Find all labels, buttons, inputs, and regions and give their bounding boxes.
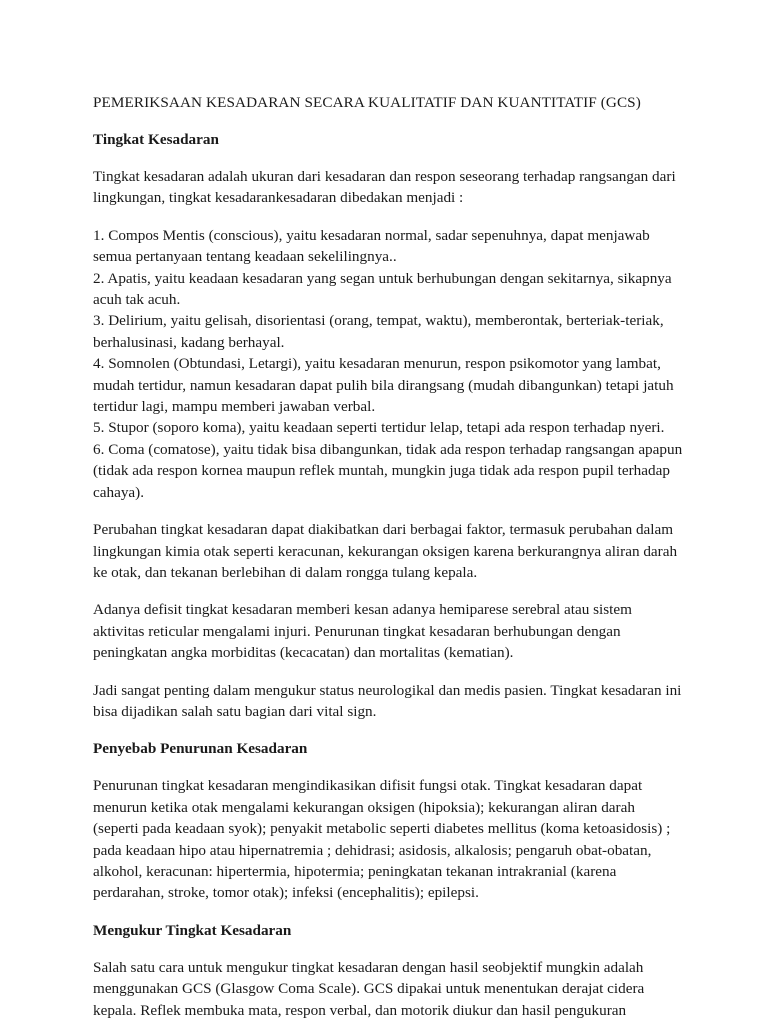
list-item: 1. Compos Mentis (conscious), yaitu kesadaran normal, sadar sepenuhnya, dapat menjawab semua pertanyaan tentang keadaan sekelilingnya..	[93, 226, 650, 266]
document-page	[93, 92, 683, 1021]
document-title: PEMERIKSAAN KESADARAN SECARA KUALITATIF DAN KUANTITATIF (GCS)	[93, 94, 641, 111]
body-paragraph: Penurunan tingkat kesadaran mengindikasikan difisit fungsi otak. Tingkat kesadaran dapat menurun ketika otak mengalami kekurangan oksigen (hipoksia); kekurangan aliran darah (seperti pada keadaan syok); penyakit metabolic seperti diabetes mellitus (koma ketoasidosis) ; pada keadaan hipo atau hipernatremia ; dehidrasi; asidosis, alkalosis; pengaruh obat-obatan, alkohol, keracunan: hipertermia, hipotermia; peningkatan tekanan intrakranial (karena perdarahan, stroke, tomor otak); infeksi (encephalitis); epilepsi.	[93, 777, 671, 902]
section-heading-penyebab: Penyebab Penurunan Kesadaran	[93, 740, 308, 758]
list-item: 5. Stupor (soporo koma), yaitu keadaan seperti tertidur lelap, tetapi ada respon terhadap nyeri.	[93, 419, 665, 437]
section-heading-mengukur: Mengukur Tingkat Kesadaran	[93, 921, 292, 939]
list-item: 6. Coma (comatose), yaitu tidak bisa dibangunkan, tidak ada respon terhadap rangsangan apapun (tidak ada respon kornea maupun reflek muntah, mungkin juga tidak ada respon pupil terhadap cahaya).	[93, 440, 683, 501]
consciousness-levels-list	[93, 225, 683, 503]
section-intro-paragraph: Tingkat kesadaran adalah ukuran dari kesadaran dan respon seseorang terhadap rangsangan dari lingkungan, tingkat kesadarankesadaran dibedakan menjadi :	[93, 168, 676, 207]
list-item: 4. Somnolen (Obtundasi, Letargi), yaitu kesadaran menurun, respon psikomotor yang lambat, mudah tertidur, namun kesadaran dapat pulih bila dirangsang (mudah dibangunkan) tetapi jatuh tertidur lagi, mampu memberi jawaban verbal.	[93, 355, 674, 416]
body-paragraph: Jadi sangat penting dalam mengukur status neurologikal dan medis pasien. Tingkat kesadaran ini bisa dijadikan salah satu bagian dari vital sign.	[93, 681, 682, 720]
body-paragraph: Perubahan tingkat kesadaran dapat diakibatkan dari berbagai faktor, termasuk perubahan dalam lingkungan kimia otak seperti keracunan, kekurangan oksigen karena berkurangnya aliran darah ke otak, dan tekanan berlebihan di dalam rongga tulang kepala.	[93, 521, 678, 581]
list-item: 3. Delirium, yaitu gelisah, disorientasi (orang, tempat, waktu), memberontak, berteriak-teriak, berhalusinasi, kadang berhayal.	[93, 312, 664, 351]
body-paragraph: Adanya defisit tingkat kesadaran memberi kesan adanya hemiparese serebral atau sistem aktivitas reticular mengalami injuri. Penurunan tingkat kesadaran berhubungan dengan peningkatan angka morbiditas (kecacatan) dan mortalitas (kematian).	[93, 601, 632, 662]
list-item: 2. Apatis, yaitu keadaan kesadaran yang segan untuk berhubungan dengan sekitarnya, sikapnya acuh tak acuh.	[93, 269, 672, 309]
section-heading-tingkat-kesadaran: Tingkat Kesadaran	[93, 131, 219, 148]
body-paragraph: Salah satu cara untuk mengukur tingkat kesadaran dengan hasil seobjektif mungkin adalah menggunakan GCS (Glasgow Coma Scale). GCS dipakai untuk menentukan derajat cidera kepala. Reflek membuka mata, respon verbal, dan motorik diukur dan hasil pengukuran	[93, 958, 645, 1019]
